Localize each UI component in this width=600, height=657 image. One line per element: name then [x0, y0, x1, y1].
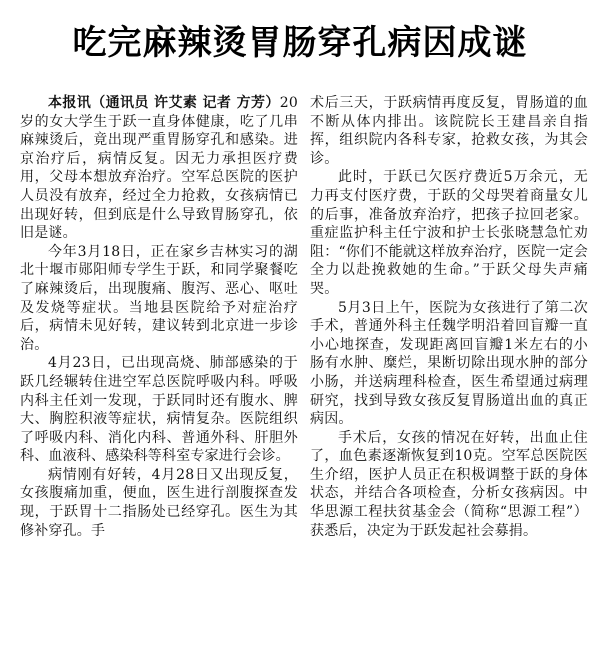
paragraph-3: 4月23日，已出现高烧、肺部感染的于跃几经辗转住进空军总医院呼吸内科。呼吸内科主任刘一发现，于跃同时还有腹水、脾大、胸腔积液等症状，病情复杂。医院组织了呼吸内科、消化内科、普通外科、肝胆外科、血液科、感染科等科室专家进行会诊。: [20, 355, 298, 465]
paragraph-2: 今年3月18日，正在家乡吉林实习的湖北十堰市郧阳师专学生于跃，和同学聚餐吃了麻辣烫后，出现腹痛、腹泻、恶心、呕吐及发烧等症状。当地县医院给予对症治疗后，病情未见好转，建议转到北京进一步诊治。: [20, 243, 298, 353]
paragraph-1-text: 20岁的女大学生于跃一直身体健康，吃了几串麻辣烫后，竟出现严重胃肠穿孔和感染。进京治疗后，病情反复。因无力承担医疗费用，父母本想放弃治疗。空军总医院的医护人员没有放弃，经过全力抢救，女孩病情已出现好转，但到底是什么导致胃肠穿孔，依旧是谜。: [20, 95, 298, 242]
paragraph-4: 病情刚有好转，4月28日又出现反复，女孩腹痛加重，便血，医生进行剖腹探查发现，于跃胃十二指肠处已经穿孔。医生为其修补穿孔。手: [20, 466, 298, 539]
article-headline: 吃完麻辣烫胃肠穿孔病因成谜: [72, 23, 528, 63]
paragraph-4-continued: 术后三天，于跃病情再度反复，胃肠道的血不断从体内排出。该院院长王建昌亲自指挥，组织院内各科专家，抢救女孩，为其会诊。: [310, 95, 588, 167]
article-body: [20, 94, 588, 650]
paragraph-5: 此时，于跃已欠医疗费近5万余元，无力再支付医疗费，于跃的父母哭着商量女儿的后事，准备放弃治疗，把孩子拉回老家。重症监护科主任宁波和护士长张晓慧急忙劝阻：“你们不能就这样放弃治疗，医院一定会全力以赴挽救她的生命。”于跃父母失声痛哭。: [310, 169, 588, 297]
byline: 本报讯（通讯员 许艾素 记者 方芳）: [48, 95, 280, 111]
left-column: [20, 94, 298, 650]
paragraph-6: 5月3日上午，医院为女孩进行了第二次手术，普通外科主任魏学明沿着回盲瓣一直小心地探查，发现距离回盲瓣1米左右的小肠有水肿、糜烂，果断切除出现水肿的部分小肠，并送病理科检查，医生希望通过病理研究，找到导致女孩反复胃肠道出血的真正病因。: [310, 299, 588, 428]
paragraph-1: [20, 94, 298, 243]
paragraph-7: 手术后，女孩的情况在好转，出血止住了，血色素逐渐恢复到10克。空军总医院医生介绍，医护人员正在积极调整于跃的身体状态，并结合各项检查，分析女孩病因。中华思源工程扶贫基金会（简称“思源工程”）获悉后，决定为于跃发起社会募捐。: [310, 429, 588, 539]
right-column: [310, 94, 588, 650]
